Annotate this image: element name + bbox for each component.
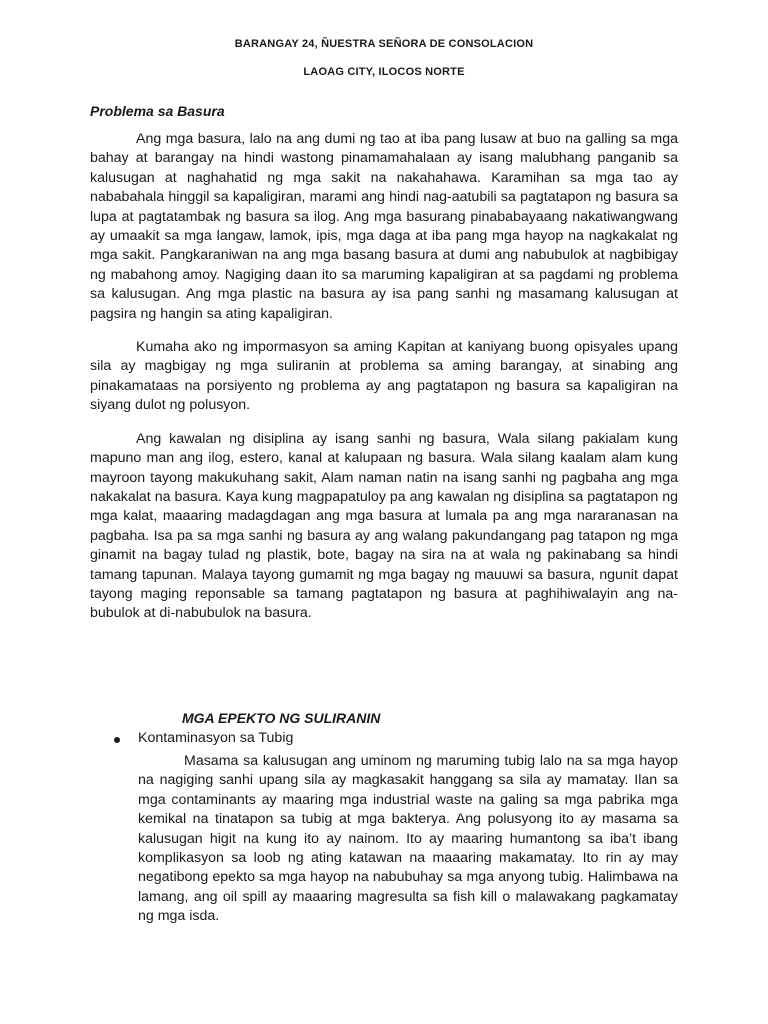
- header-barangay: BARANGAY 24, ÑUESTRA SEÑORA DE CONSOLACION: [234, 38, 534, 50]
- bullet-icon: [114, 737, 120, 743]
- paragraph: Kumaha ako ng impormasyon sa aming Kapitan at kaniyang buong opisyales upang sila ay magbigay ng mga suliranin at problema sa aming barangay, at sinabing ang pinakamataas na porsiyento ng problema ay ang pagtatapon ng basura sa kapaligiran na siyang dulot ng polusyon.: [90, 339, 678, 414]
- header-city: LAOAG CITY, ILOCOS NORTE: [303, 66, 465, 78]
- effects-title: MGA EPEKTO NG SULIRANIN: [182, 710, 381, 726]
- section-title: Problema sa Basura: [90, 103, 225, 119]
- effects-section: [90, 710, 678, 927]
- bullet-label: Kontaminasyon sa Tubig: [138, 730, 294, 746]
- paragraph: Ang kawalan ng disiplina ay isang sanhi ng basura, Wala silang pakialam kung mapuno man ang ilog, estero, kanal at kalupaan ng basura. Wala silang kaalam alam kung mayroon tayong makukuhang sakit, Alam naman natin na isang sanhi ng pagbaha ang mga nakakalat na basura. Kaya kung magpapatuloy pa ang kawalan ng disiplina sa pagtatapon ng mga kalat, maaaring madagdagan ang mga basura at lumala pa ang mga nararanasan na pagbaha. Isa pa sa mga sanhi ng basura ay ang walang pakundangang pag tatapon ng mga ginamit na bagay tulad ng plastik, bote, bagay na sira na at wala ng pakinabang sa hindi tamang tapunan. Malaya tayong gumamit ng mga bagay ng mauuwi sa basura, ngunit dapat tayong maging reponsable sa tamang pagtatapon ng basura at paghihiwalayin ang na- bubulok at di-nabubulok na basura.: [90, 430, 678, 622]
- list-item: [90, 730, 678, 750]
- section-body: [90, 130, 678, 638]
- bullet-text: Masama sa kalusugan ang uminom ng maruming tubig lalo na sa mga hayop na nagiging sanhi upang sila ay magkasakit hanggang sa sila ay mamatay. Ilan sa mga contaminants ay maaring mga industrial waste na galing sa mga pabrika mga kemikal na tinatapon sa tubig at mga bakterya. Ang polusyong ito ay masama sa kalusugan higit na kung ito ay nainom. Ito ay maaring humantong sa iba’t ibang komplikasyon sa loob ng ating katawan na maaaring makamatay. Ito rin ay may negatibong epekto sa mga hayop na nabubuhay sa mga anyong tubig. Halimbawa na lamang, ang oil spill ay maaaring magresulta sa fish kill o malawakang pagkamatay ng mga isda.: [138, 753, 678, 925]
- paragraph: Ang mga basura, lalo na ang dumi ng tao at iba pang lusaw at buo na galling sa mga bahay at barangay na hindi wastong pinamamahalaan ay isang malubhang panganib sa kalusugan at naghahatid ng mga sakit na nakahahawa. Karamihan sa mga tao ay nababahala hinggil sa kapaligiran, marami ang hindi nag-aatubili sa pagtatapon ng basura sa lupa at pagtatambak ng basura sa ilog. Ang mga basurang pinababayaang nakatiwangwang ay umaakit sa mga langaw, lamok, ipis, mga daga at iba pang mga hayop na nagkakalat ng mga sakit. Pangkaraniwan na ang mga basang basura at dumi ang nabubulok at nagbibigay ng mabahong amoy. Nagiging daan ito sa maruming kapaligiran at sa pagdami ng problema sa kalusugan. Ang mga plastic na basura ay isa pang sanhi ng masamang kalusugan at pagsira ng hangin sa ating kapaligiran.: [90, 131, 678, 322]
